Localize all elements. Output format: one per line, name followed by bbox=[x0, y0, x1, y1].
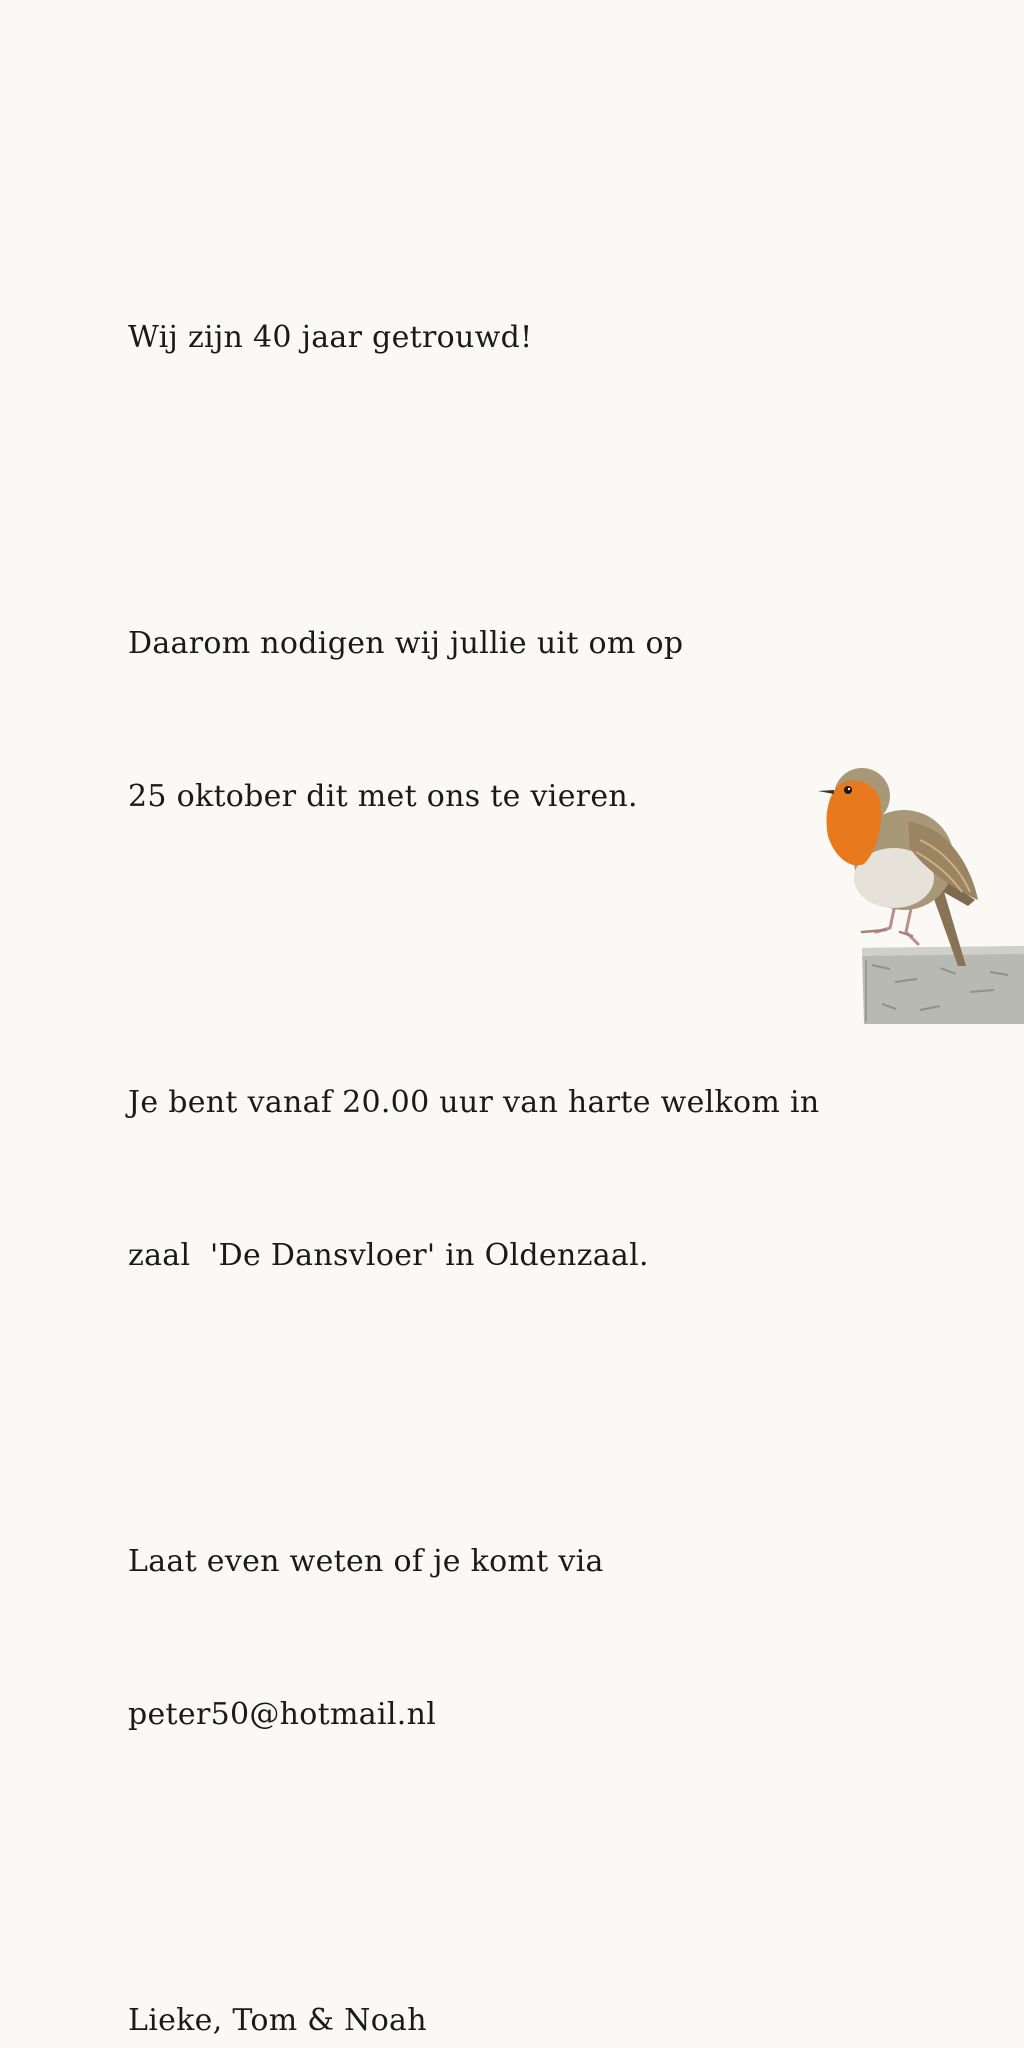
rsvp-line: Laat even weten of je komt via bbox=[128, 1544, 604, 1579]
robin bbox=[818, 768, 978, 966]
invite-line-2: 25 oktober dit met ons te vieren. bbox=[128, 779, 638, 814]
rsvp-paragraph bbox=[128, 1434, 928, 1842]
greeting-line: Wij zijn 40 jaar getrouwd! bbox=[128, 320, 533, 355]
invitation-text bbox=[128, 210, 928, 2048]
greeting-paragraph bbox=[128, 210, 928, 465]
robin-illustration bbox=[800, 760, 1024, 1024]
welcome-line-1: Je bent vanaf 20.00 uur van harte welkom in bbox=[128, 1085, 820, 1120]
signature-paragraph bbox=[128, 1893, 928, 2048]
rsvp-email: peter50@hotmail.nl bbox=[128, 1697, 437, 1732]
robin-on-stone-icon bbox=[800, 760, 1024, 1024]
invite-line-1: Daarom nodigen wij jullie uit om op bbox=[128, 626, 684, 661]
welcome-paragraph bbox=[128, 975, 928, 1383]
stone-pillar bbox=[862, 946, 1024, 1024]
welcome-line-2: zaal 'De Dansvloer' in Oldenzaal. bbox=[128, 1238, 649, 1273]
signature-line: Lieke, Tom & Noah bbox=[128, 2003, 427, 2038]
